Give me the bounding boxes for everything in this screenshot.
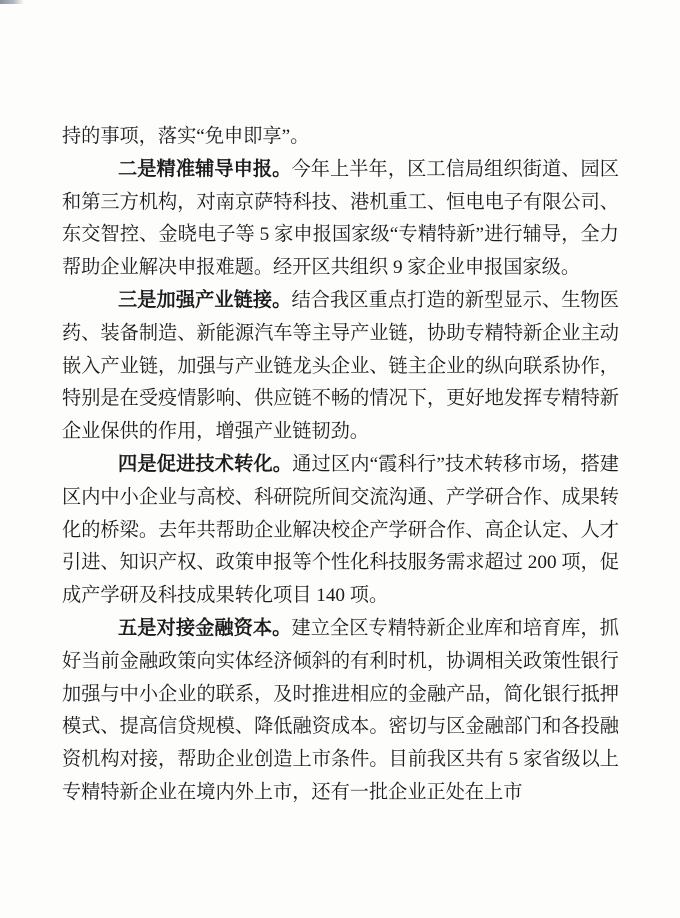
paragraph-point-2 — [62, 154, 619, 285]
paragraph-lead: 三是加强产业链接。 — [118, 289, 292, 311]
paragraph-text: 持的事项，落实“免申即享”。 — [62, 126, 310, 147]
document-body — [62, 121, 619, 810]
paragraph-lead: 四是促进技术转化。 — [118, 453, 293, 475]
paragraph-point-3 — [62, 285, 619, 449]
paragraph-continuation — [62, 121, 619, 154]
paragraph-lead: 二是精准辅导申报。 — [118, 158, 292, 180]
scan-artifact — [0, 0, 24, 4]
paragraph-lead: 五是对接金融资本。 — [118, 617, 292, 639]
paragraph-point-5 — [62, 613, 619, 810]
paragraph-text: 通过区内“霞科行”技术转移市场，搭建区内中小企业与高校、科研院所间交流沟通、产学研合作、成果转化的桥梁。去年共帮助企业解决校企产学研合作、高企认定、人才引进、知识产权、政策申报等个性化科技服务需求超过 200 项，促成产学研及科技成果转化项目 140 项。 — [62, 453, 619, 607]
paragraph-text: 结合我区重点打造的新型显示、生物医药、装备制造、新能源汽车等主导产业链，协助专精特新企业主动嵌入产业链，加强与产业链龙头企业、链主企业的纵向联系协作，特别是在受疫情影响、供应链不畅的情况下，更好地发挥专精特新企业保供的作用，增强产业链韧劲。 — [62, 289, 619, 443]
paragraph-point-4 — [62, 449, 619, 613]
paragraph-text: 建立全区专精特新企业库和培育库，抓好当前金融政策向实体经济倾斜的有利时机，协调相关政策性银行加强与中小企业的联系，及时推进相应的金融产品，简化银行抵押模式、提高信贷规模、降低融资成本。密切与区金融部门和各投融资机构对接，帮助企业创造上市条件。目前我区共有 5 家省级以上专精特新企业在境内外上市，还有一批企业正处在上市 — [62, 617, 619, 803]
paragraph-text: 今年上半年，区工信局组织街道、园区和第三方机构，对南京萨特科技、港机重工、恒电电子有限公司、东交智控、金晓电子等 5 家申报国家级“专精特新”进行辅导，全力帮助企业解决申报难题。经开区共组织 9 家企业申报国家级。 — [62, 158, 619, 279]
